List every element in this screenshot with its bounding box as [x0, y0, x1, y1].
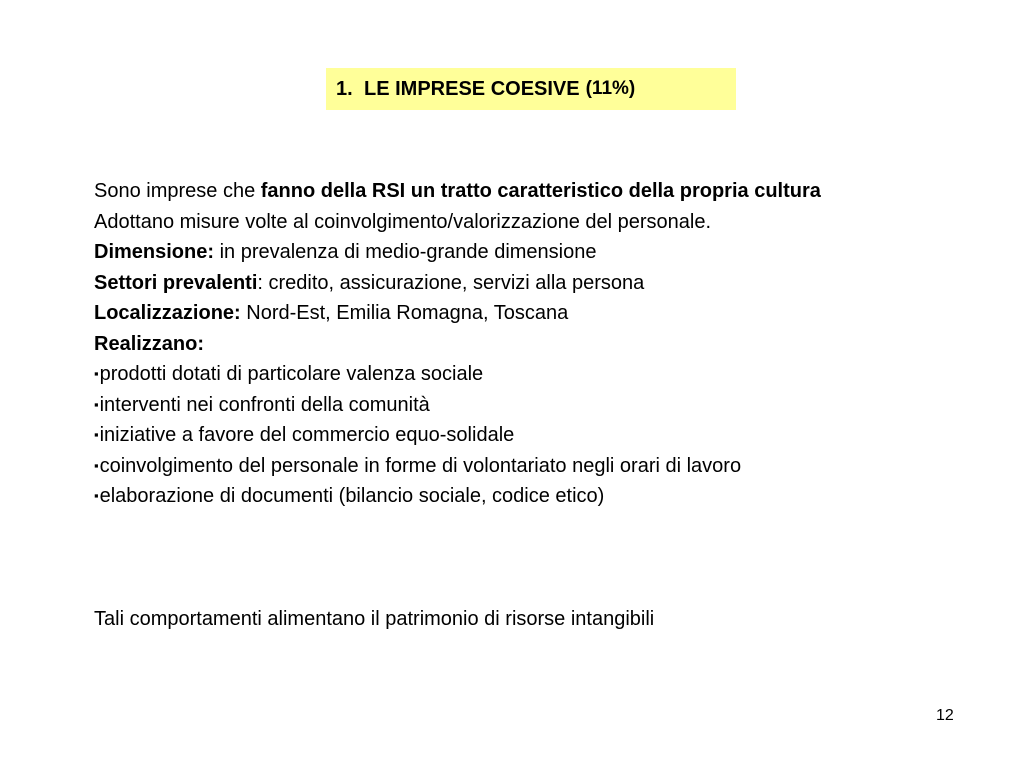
- realizzano-label: Realizzano:: [94, 332, 205, 355]
- dimensione-label: Dimensione:: [94, 241, 215, 263]
- adottano-line: Adottano misure volte al coinvolgimento/valorizzazione del personale.: [94, 210, 712, 233]
- list-item: [94, 420, 954, 451]
- intro-bold: fanno della RSI un tratto caratteristico della propria cultura: [260, 180, 821, 202]
- page-number: 12: [936, 707, 954, 724]
- intro-line: [94, 176, 954, 207]
- settori-line: [94, 268, 954, 299]
- bullet-icon: ▪: [94, 457, 99, 473]
- list-item-text: elaborazione di documenti (bilancio sociale, codice etico): [99, 485, 605, 507]
- list-item-text: iniziative a favore del commercio equo-solidale: [99, 424, 515, 446]
- title-number: 1.: [336, 77, 353, 100]
- localizzazione-line: [94, 298, 954, 329]
- localizzazione-text: Nord-Est, Emilia Romagna, Toscana: [240, 302, 569, 324]
- dimensione-line: [94, 237, 954, 268]
- intro-prefix: Sono imprese che: [94, 180, 261, 202]
- list-item: [94, 390, 954, 421]
- settori-label: Settori prevalenti: [94, 271, 258, 294]
- slide-title: [326, 68, 736, 110]
- list-item: [94, 451, 954, 482]
- list-item-text: interventi nei confronti della comunità: [99, 393, 430, 416]
- bullet-icon: ▪: [94, 427, 99, 442]
- bullet-icon: ▪: [94, 488, 99, 503]
- dimensione-text: in prevalenza di medio-grande dimensione: [214, 241, 597, 263]
- settori-text: : credito, assicurazione, servizi alla persona: [257, 271, 645, 294]
- list-item-text: prodotti dotati di particolare valenza sociale: [99, 363, 484, 385]
- slide-body: [94, 176, 954, 512]
- localizzazione-label: Localizzazione:: [94, 302, 241, 324]
- closing-line: Tali comportamenti alimentano il patrimonio di risorse intangibili: [94, 608, 655, 630]
- list-item: [94, 481, 954, 512]
- list-item-text: coinvolgimento del personale in forme di volontariato negli orari di lavoro: [99, 454, 742, 477]
- title-percent: (11%): [585, 78, 636, 99]
- bullet-icon: ▪: [94, 366, 99, 381]
- list-item: [94, 359, 954, 390]
- title-text: LE IMPRESE COESIVE: [364, 77, 580, 100]
- bullet-icon: ▪: [94, 396, 99, 412]
- bullet-list: [94, 359, 954, 512]
